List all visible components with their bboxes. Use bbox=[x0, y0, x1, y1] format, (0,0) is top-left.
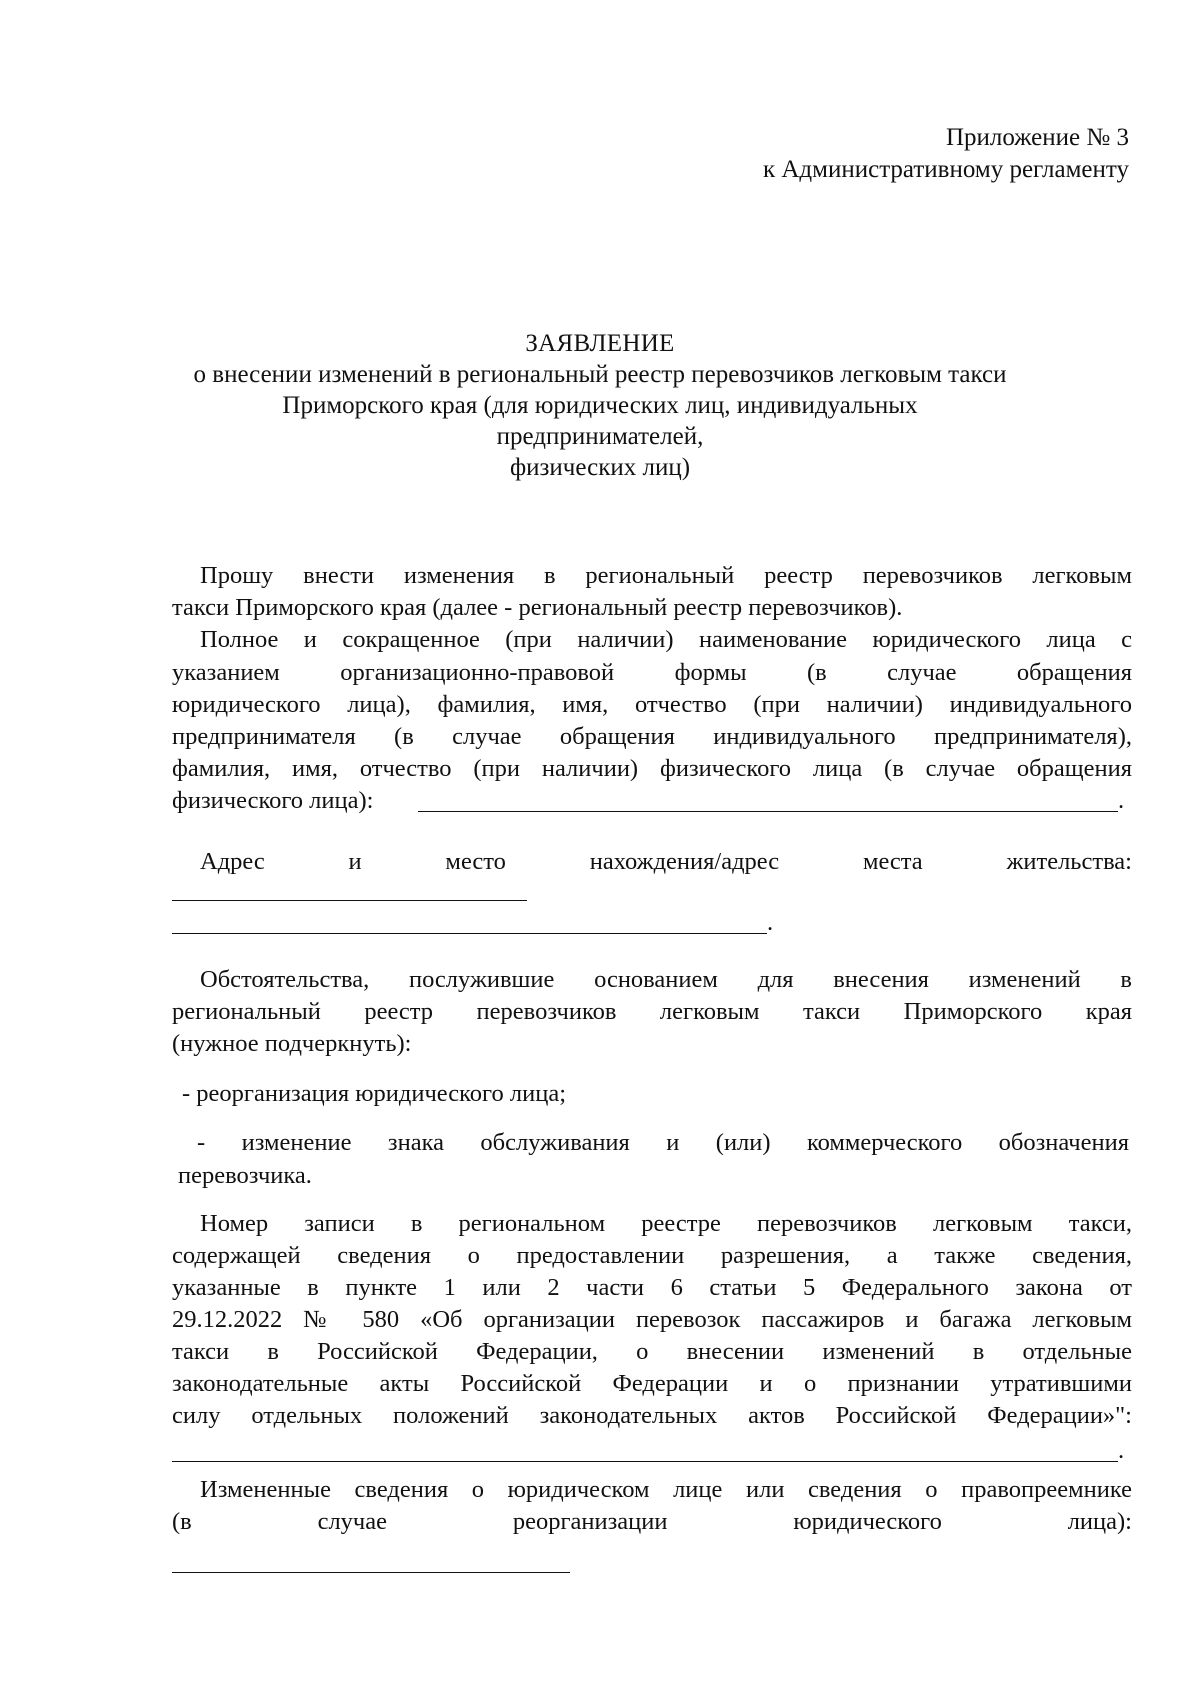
changed-line-1: Измененные сведения о юридическом лице или сведения о правопреемнике bbox=[200, 1476, 1132, 1503]
record-line-4: 29.12.2022 № 580 «Об организации перевозок пассажиров и багажа легковым bbox=[172, 1306, 1132, 1333]
title-main: ЗАЯВЛЕНИЕ bbox=[525, 330, 675, 357]
name-line-2: указанием организационно-правовой формы (в случае обращения bbox=[172, 659, 1132, 686]
title-line-2: Приморского края (для юридических лиц, индивидуальных bbox=[282, 392, 918, 419]
record-line-5: такси в Российской Федерации, о внесении изменений в отдельные bbox=[172, 1338, 1132, 1365]
appendix-header bbox=[763, 122, 1129, 186]
appendix-number: Приложение № 3 bbox=[945, 124, 1129, 151]
title-line-4: физических лиц) bbox=[509, 454, 691, 481]
name-period: . bbox=[1118, 787, 1125, 814]
address-input-line-1[interactable] bbox=[172, 900, 527, 901]
circumstances-line-2: региональный реестр перевозчиков легковым такси Приморского края bbox=[172, 998, 1132, 1025]
name-input-line[interactable] bbox=[418, 811, 1118, 812]
name-line-1: Полное и сокращенное (при наличии) наименование юридического лица с bbox=[200, 626, 1132, 653]
option-trademark-line-1[interactable]: - изменение знака обслуживания и (или) коммерческого обозначения bbox=[197, 1129, 1129, 1156]
circumstances-line-1: Обстоятельства, послужившие основанием для внесения изменений в bbox=[200, 966, 1132, 993]
name-line-5: фамилия, имя, отчество (при наличии) физического лица (в случае обращения bbox=[172, 755, 1132, 782]
option-reorganization[interactable]: - реорганизация юридического лица; bbox=[182, 1080, 566, 1107]
title-line-3: предпринимателей, bbox=[496, 423, 704, 450]
circumstances-line-3: (нужное подчеркнуть): bbox=[172, 1030, 412, 1057]
record-input-line[interactable] bbox=[172, 1461, 1118, 1462]
request-line-1: Прошу внести изменения в региональный реестр перевозчиков легковым bbox=[200, 562, 1132, 589]
address-input-line-2[interactable] bbox=[172, 933, 767, 934]
record-line-1: Номер записи в региональном реестре перевозчиков легковым такси, bbox=[200, 1210, 1132, 1237]
document-title bbox=[120, 328, 1080, 483]
changed-line-2: (в случае реорганизации юридического лица): bbox=[172, 1508, 1132, 1535]
appendix-reference: к Административному регламенту bbox=[762, 156, 1129, 183]
changed-input-line[interactable] bbox=[172, 1572, 570, 1573]
record-line-3: указанные в пункте 1 или 2 части 6 статьи 5 Федерального закона от bbox=[172, 1274, 1132, 1301]
name-line-3: юридического лица), фамилия, имя, отчество (при наличии) индивидуального bbox=[172, 691, 1132, 718]
record-line-6: законодательные акты Российской Федерации и о признании утратившими bbox=[172, 1370, 1132, 1397]
request-line-2: такси Приморского края (далее - региональный реестр перевозчиков). bbox=[172, 594, 903, 621]
address-period: . bbox=[767, 909, 774, 936]
name-line-4: предпринимателя (в случае обращения индивидуального предпринимателя), bbox=[172, 723, 1132, 750]
record-line-7: силу отдельных положений законодательных актов Российской Федерации»": bbox=[172, 1402, 1132, 1429]
title-line-1: о внесении изменений в региональный реестр перевозчиков легковым такси bbox=[193, 361, 1007, 388]
record-line-2: содержащей сведения о предоставлении разрешения, а также сведения, bbox=[172, 1242, 1132, 1269]
record-period: . bbox=[1118, 1437, 1125, 1464]
address-label: Адрес и место нахождения/адрес места жительства: bbox=[200, 848, 1132, 875]
name-line-6: физического лица): bbox=[172, 787, 374, 814]
option-trademark-line-2[interactable]: перевозчика. bbox=[178, 1162, 312, 1189]
